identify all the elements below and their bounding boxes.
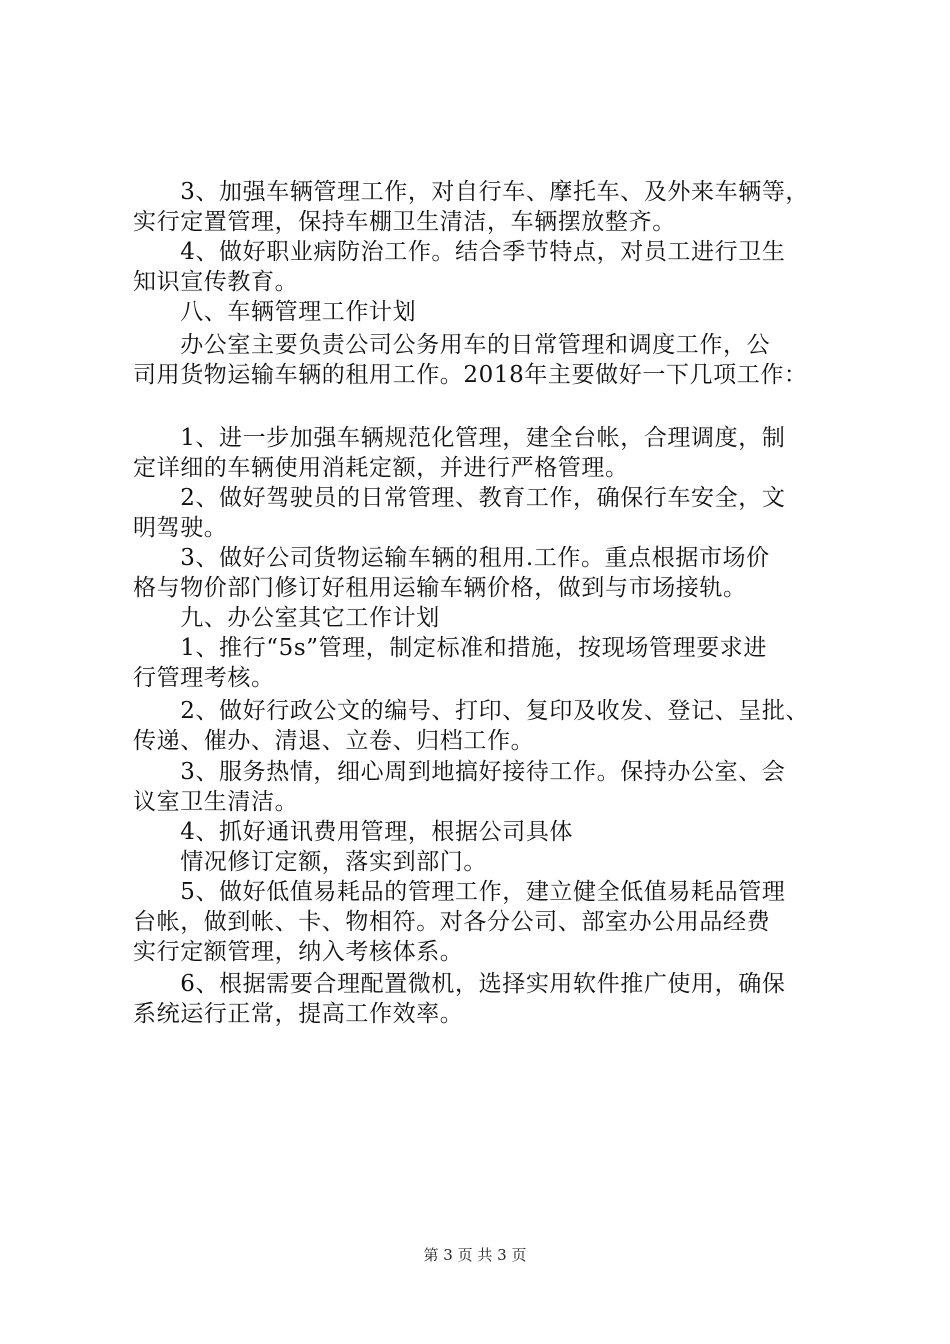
text-line: 台帐，做到帐、卡、物相符。对各分公司、部室办公用品经费 xyxy=(133,909,771,935)
text-line: 传递、催办、清退、立卷、归档工作。 xyxy=(133,728,535,754)
text-line: 3、服务热情，细心周到地搞好接待工作。保持办公室、会 xyxy=(133,759,786,785)
text-line: 知识宣传教育。 xyxy=(133,269,299,295)
text-line: 5、做好低值易耗品的管理工作，建立健全低值易耗品管理 xyxy=(133,879,786,905)
text-line: 实行定额管理，纳入考核体系。 xyxy=(133,939,464,965)
page-footer: 第 3 页 共 3 页 xyxy=(423,1246,527,1264)
text-line: 司用货物运输车辆的租用工作。2018年主要做好一下几项工作： xyxy=(133,362,808,388)
text-line: 1、推行“5s”管理，制定标准和措施，按现场管理要求进 xyxy=(133,635,767,661)
text-line: 1、进一步加强车辆规范化管理，建全台帐，合理调度，制 xyxy=(133,425,786,451)
text-line: 定详细的车辆使用消耗定额，并进行严格管理。 xyxy=(133,455,629,481)
text-line: 4、做好职业病防治工作。结合季节特点，对员工进行卫生 xyxy=(133,239,786,265)
text-line: 办公室主要负责公司公务用车的日常管理和调度工作，公 xyxy=(133,332,771,358)
text-line: 系统运行正常，提高工作效率。 xyxy=(133,1001,464,1027)
text-line: 格与物价部门修订好租用运输车辆价格，做到与市场接轨。 xyxy=(133,575,747,601)
text-line: 3、加强车辆管理工作，对自行车、摩托车、及外来车辆等， xyxy=(133,179,810,205)
section-heading: 九、办公室其它工作计划 xyxy=(133,605,440,631)
text-line: 6、根据需要合理配置微机，选择实用软件推广使用，确保 xyxy=(133,971,786,997)
text-line: 4、抓好通讯费用管理，根据公司具体 xyxy=(133,819,574,845)
text-line: 情况修订定额，落实到部门。 xyxy=(133,849,487,875)
text-line: 3、做好公司货物运输车辆的租用.工作。重点根据市场价 xyxy=(133,545,770,571)
text-line: 行管理考核。 xyxy=(133,665,275,691)
text-line: 实行定置管理，保持车棚卫生清洁，车辆摆放整齐。 xyxy=(133,209,676,235)
text-line: 议室卫生清洁。 xyxy=(133,789,299,815)
text-line: 2、做好驾驶员的日常管理、教育工作，确保行车安全，文 xyxy=(133,485,786,511)
section-heading: 八、车辆管理工作计划 xyxy=(133,299,417,325)
text-line: 明驾驶。 xyxy=(133,515,228,541)
text-line: 2、做好行政公文的编号、打印、复印及收发、登记、呈批、 xyxy=(133,698,810,724)
